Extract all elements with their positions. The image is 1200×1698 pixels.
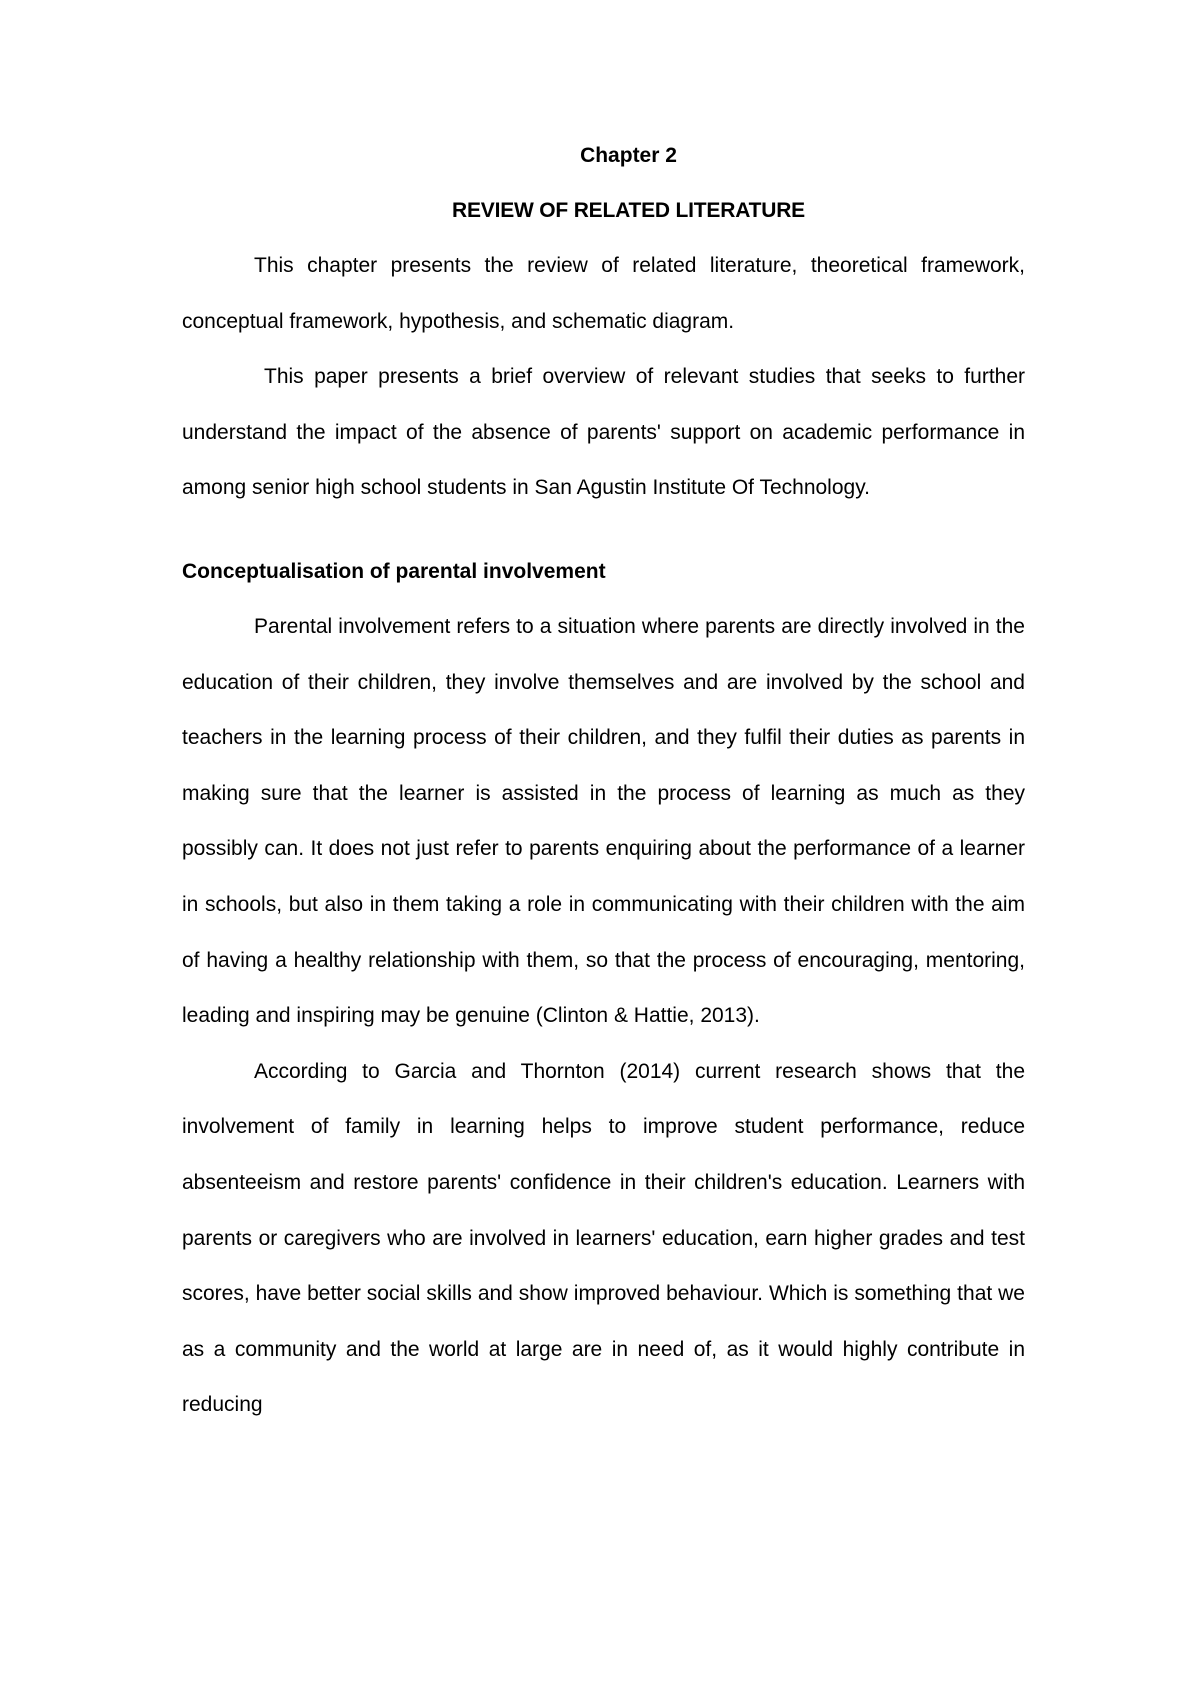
section-paragraph: According to Garcia and Thornton (2014) current research shows that the involvement of family in learning helps to improve student performance, reduce absenteeism and restore parents' confidence in their children's education. Learners with parents or caregivers who are involved in learners' education, earn higher grades and test scores, have better social skills and show improved behaviour. Which is something that we as a community and the world at large are in need of, as it would highly contribute in reducing [182, 1059, 1025, 1417]
chapter-label: Chapter 2 [580, 144, 677, 167]
intro-paragraph: This chapter presents the review of related literature, theoretical framework, conceptual framework, hypothesis, and schematic diagram. [182, 254, 1025, 333]
document-page [182, 128, 1025, 1433]
intro-paragraph: This paper presents a brief overview of relevant studies that seeks to further understand the impact of the absence of parents' support on academic performance in among senior high school students in San Agustin Institute Of Technology. [182, 365, 1025, 500]
section-heading: Conceptualisation of parental involvement [182, 559, 606, 583]
section-paragraph: Parental involvement refers to a situation where parents are directly involved in the education of their children, they involve themselves and are involved by the school and teachers in the learning process of their children, and they fulfil their duties as parents in making sure that the learner is assisted in the process of learning as much as they possibly can. It does not just refer to parents enquiring about the performance of a learner in schools, but also in them taking a role in communicating with their children with the aim of having a healthy relationship with them, so that the process of encouraging, mentoring, leading and inspiring may be genuine (Clinton & Hattie, 2013). [182, 614, 1025, 1028]
chapter-title: REVIEW OF RELATED LITERATURE [452, 199, 805, 222]
